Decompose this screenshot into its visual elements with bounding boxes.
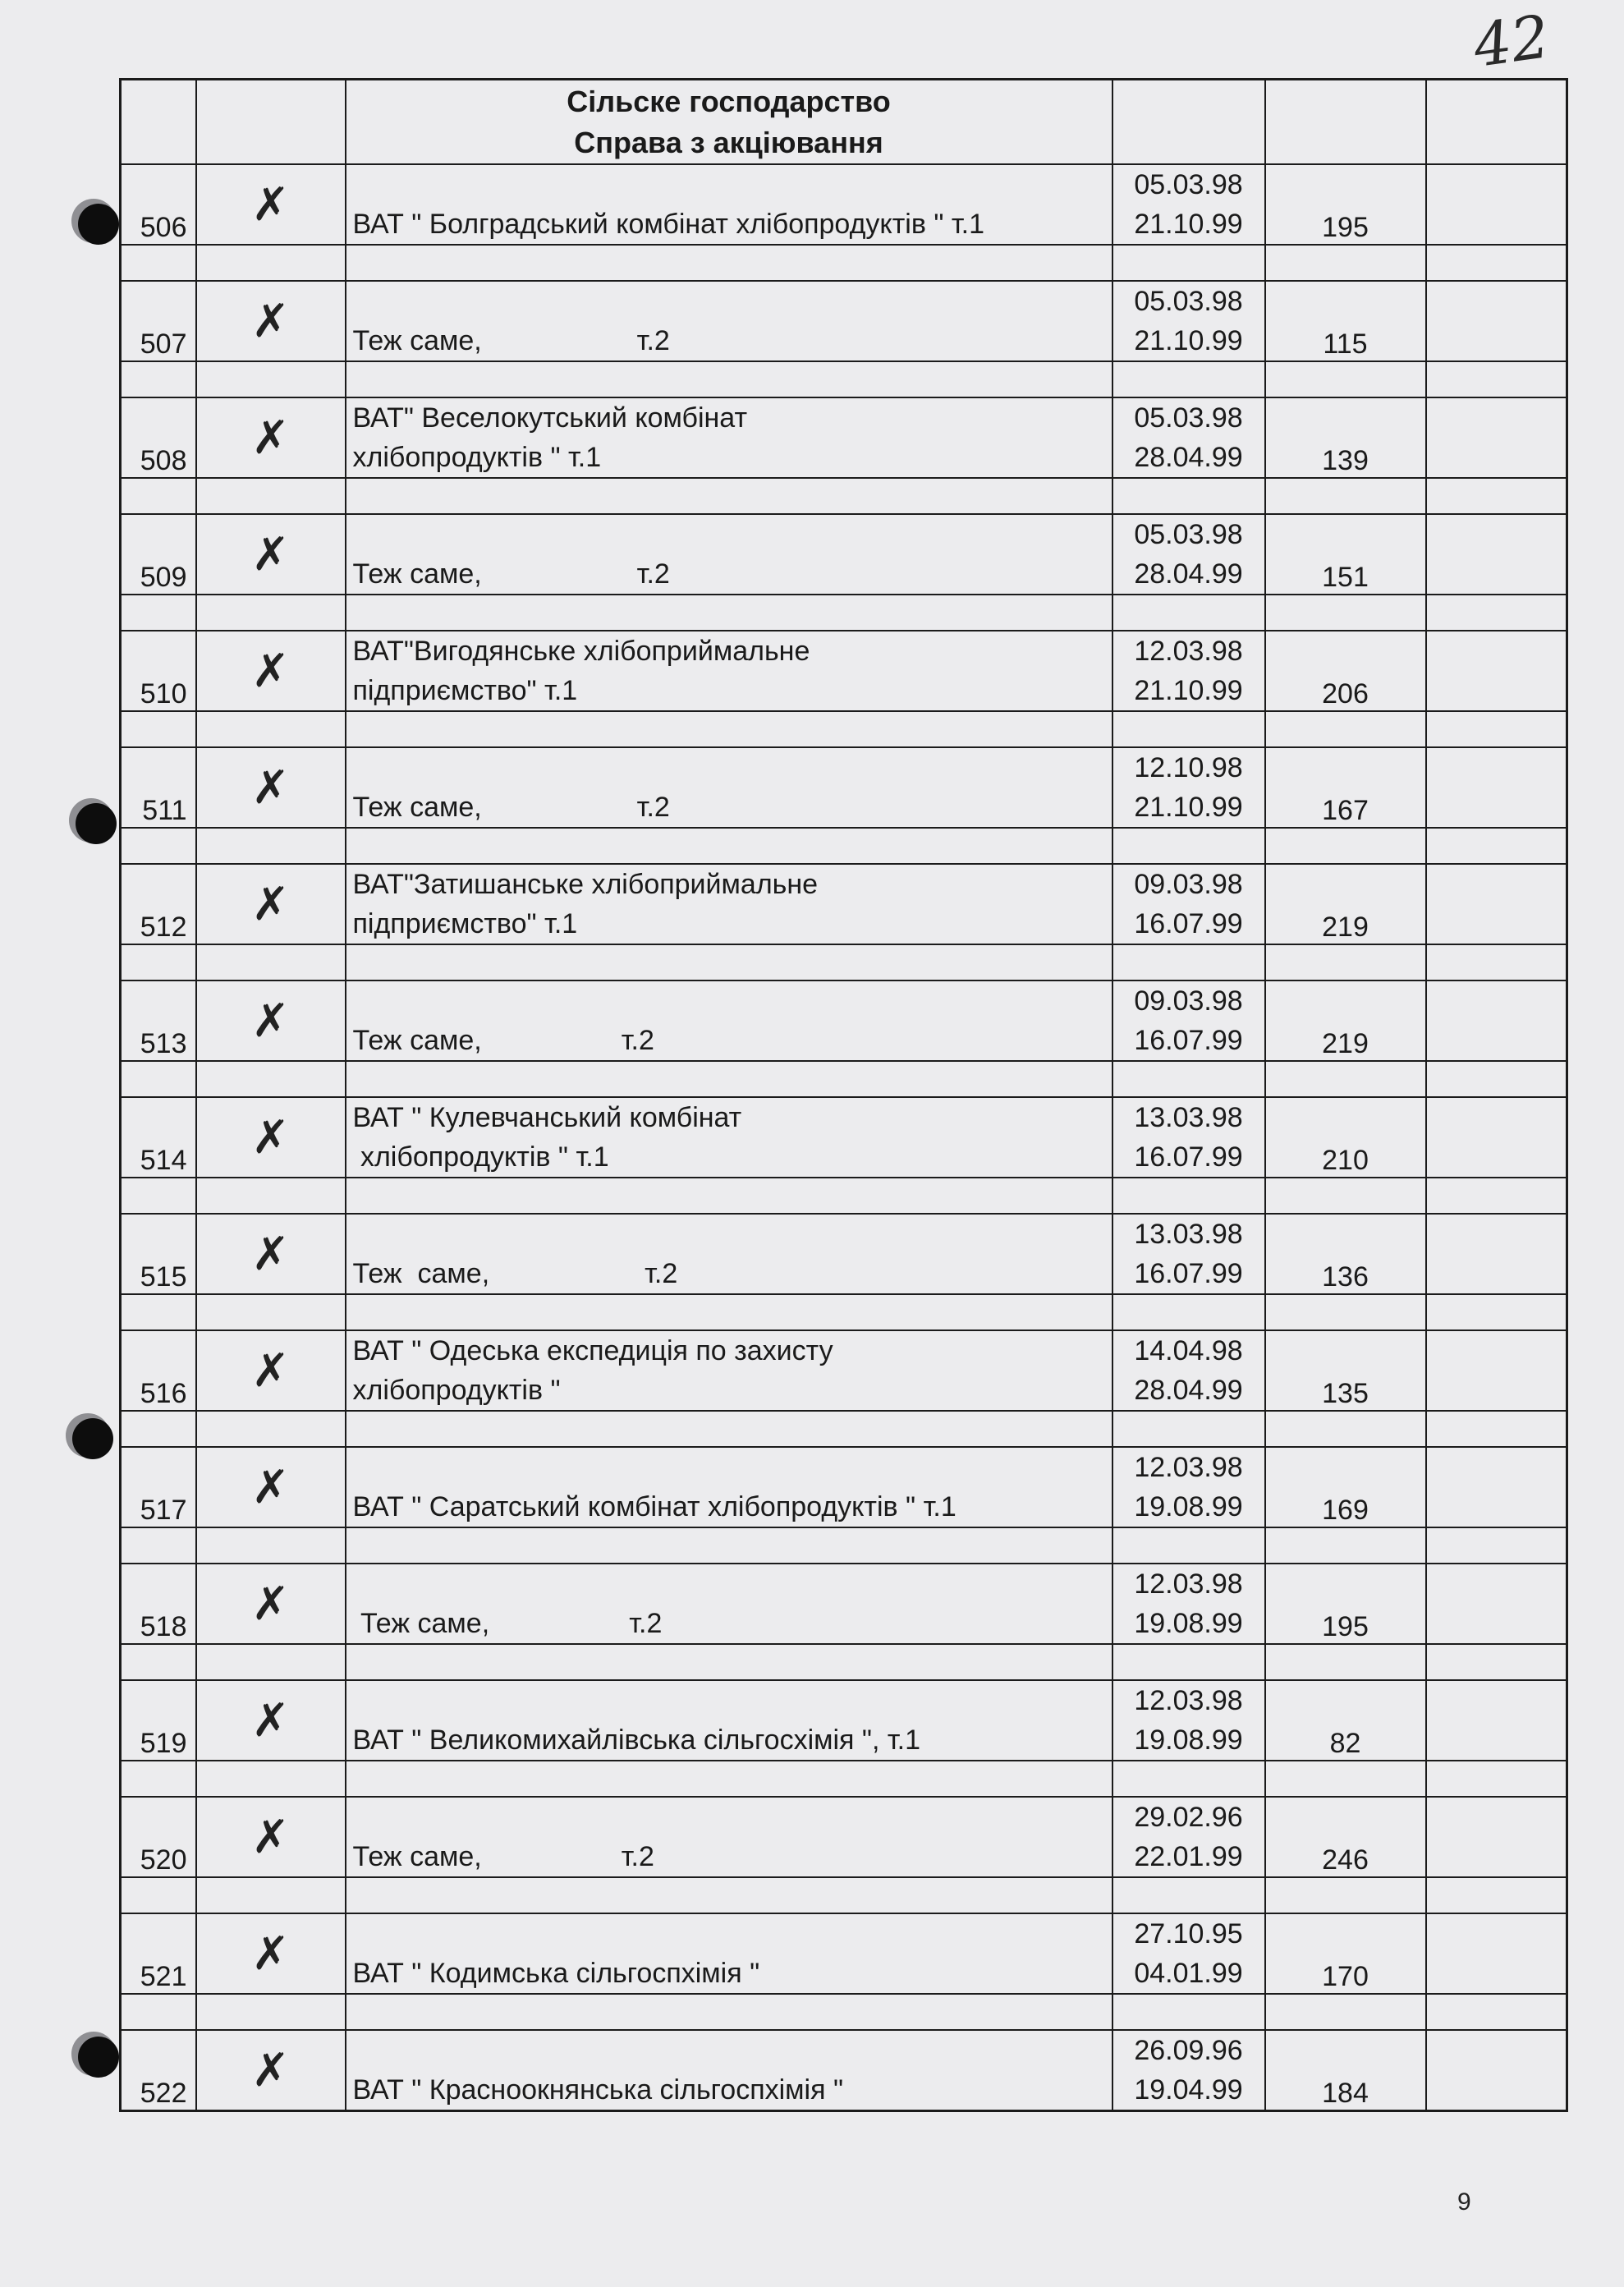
item-title-line1: ВАТ " Кулевчанський комбінат <box>352 1102 742 1133</box>
item-title <box>346 1214 1112 1294</box>
notes-cell <box>1426 747 1567 828</box>
date-start: 26.09.96 <box>1134 2035 1243 2066</box>
check-mark-icon: ✗ <box>196 631 346 711</box>
item-title <box>346 980 1112 1061</box>
check-mark-icon: ✗ <box>196 281 346 361</box>
item-dates <box>1112 2030 1265 2111</box>
date-start: 05.03.98 <box>1134 169 1243 200</box>
date-end: 19.08.99 <box>1134 1608 1243 1639</box>
item-title-line2: хлібопродуктів " <box>352 1375 561 1406</box>
page-count: 167 <box>1265 747 1426 828</box>
check-mark-icon: ✗ <box>196 514 346 595</box>
check-mark-icon: ✗ <box>196 2030 346 2111</box>
spacer-row <box>121 828 1567 864</box>
spacer-row <box>121 1411 1567 1447</box>
notes-cell <box>1426 514 1567 595</box>
item-title <box>346 397 1112 478</box>
notes-cell <box>1426 164 1567 245</box>
item-title <box>346 514 1112 595</box>
table-row <box>121 1913 1567 1994</box>
date-start: 14.04.98 <box>1134 1335 1243 1366</box>
item-dates <box>1112 864 1265 944</box>
date-start: 12.03.98 <box>1134 636 1243 667</box>
date-start: 05.03.98 <box>1134 519 1243 550</box>
date-end: 28.04.99 <box>1134 442 1243 473</box>
date-end: 21.10.99 <box>1134 675 1243 706</box>
page-count: 219 <box>1265 864 1426 944</box>
spacer-row <box>121 1877 1567 1913</box>
item-title-line2: хлібопродуктів " т.1 <box>352 442 602 473</box>
item-title-line1 <box>353 1564 1112 1604</box>
item-title-line2: ВАТ " Красноокнянська сільгоспхімія " <box>352 2074 844 2106</box>
table-row <box>121 980 1567 1061</box>
spacer-row <box>121 1644 1567 1680</box>
page-count: 246 <box>1265 1797 1426 1877</box>
item-number: 508 <box>121 397 196 478</box>
page-count: 169 <box>1265 1447 1426 1527</box>
spacer-row <box>121 595 1567 631</box>
spacer-row <box>121 478 1567 514</box>
page-count: 151 <box>1265 514 1426 595</box>
table-row <box>121 1447 1567 1527</box>
page-count: 206 <box>1265 631 1426 711</box>
check-mark-icon: ✗ <box>196 1797 346 1877</box>
notes-cell <box>1426 281 1567 361</box>
date-start: 12.03.98 <box>1134 1568 1243 1600</box>
item-number: 512 <box>121 864 196 944</box>
punch-hole <box>76 803 117 844</box>
item-title <box>346 747 1112 828</box>
check-mark-icon: ✗ <box>196 164 346 245</box>
item-number: 507 <box>121 281 196 361</box>
item-title <box>346 1680 1112 1761</box>
item-title-line2: Теж саме, т.2 <box>352 1608 663 1639</box>
item-title-line2: ВАТ " Великомихайлівська сільгосхімія ", т.1 <box>352 1724 921 1756</box>
item-title-line2: ВАТ " Саратський комбінат хлібопродуктів " т.1 <box>352 1491 957 1522</box>
item-title <box>346 1564 1112 1644</box>
notes-cell <box>1426 397 1567 478</box>
date-end: 22.01.99 <box>1134 1841 1243 1872</box>
item-title-line2: підприємство" т.1 <box>352 675 578 706</box>
item-number: 516 <box>121 1330 196 1411</box>
item-dates <box>1112 631 1265 711</box>
date-start: 12.10.98 <box>1134 752 1243 783</box>
spacer-row <box>121 1061 1567 1097</box>
date-start: 13.03.98 <box>1134 1102 1243 1133</box>
date-end: 21.10.99 <box>1134 792 1243 823</box>
table-row <box>121 514 1567 595</box>
page-count: 195 <box>1265 164 1426 245</box>
date-end: 16.07.99 <box>1134 1025 1243 1056</box>
page-count: 135 <box>1265 1330 1426 1411</box>
date-end: 04.01.99 <box>1134 1958 1243 1989</box>
item-number: 518 <box>121 1564 196 1644</box>
handwritten-page-mark: 42 <box>1469 2 1554 80</box>
table-row <box>121 1330 1567 1411</box>
item-dates <box>1112 1797 1265 1877</box>
item-title-line2: підприємство" т.1 <box>352 908 578 939</box>
item-title-line1: ВАТ"Затишанське хлібоприймальне <box>352 869 819 900</box>
table-row <box>121 164 1567 245</box>
spacer-row <box>121 1178 1567 1214</box>
item-title-line1 <box>353 515 1112 554</box>
date-start: 13.03.98 <box>1134 1219 1243 1250</box>
item-dates <box>1112 1330 1265 1411</box>
item-title-line1 <box>353 1215 1112 1254</box>
section-title-line2: Справа з акціювання <box>574 125 883 159</box>
table-row <box>121 631 1567 711</box>
notes-cell <box>1426 1680 1567 1761</box>
item-title-line1 <box>353 2031 1112 2070</box>
item-title-line1 <box>353 748 1112 788</box>
page-count: 115 <box>1265 281 1426 361</box>
item-title-line2: ВАТ " Кодимська сільгоспхімія " <box>352 1958 760 1989</box>
item-title-line1 <box>353 1798 1112 1837</box>
punch-hole <box>78 204 119 245</box>
item-title-line2: Теж саме, т.2 <box>352 1258 678 1289</box>
item-number: 521 <box>121 1913 196 1994</box>
item-title <box>346 2030 1112 2111</box>
item-number: 510 <box>121 631 196 711</box>
table-row <box>121 864 1567 944</box>
notes-cell <box>1426 1447 1567 1527</box>
item-number: 511 <box>121 747 196 828</box>
check-mark-icon: ✗ <box>196 864 346 944</box>
table-header-row <box>121 80 1567 165</box>
check-mark-icon: ✗ <box>196 1564 346 1644</box>
item-title-line1: ВАТ" Веселокутський комбінат <box>352 402 748 434</box>
table-row <box>121 747 1567 828</box>
item-dates <box>1112 164 1265 245</box>
item-dates <box>1112 397 1265 478</box>
item-dates <box>1112 747 1265 828</box>
item-title-line1 <box>353 1681 1112 1720</box>
notes-cell <box>1426 864 1567 944</box>
item-title <box>346 164 1112 245</box>
date-start: 27.10.95 <box>1134 1918 1243 1949</box>
spacer-row <box>121 1761 1567 1797</box>
check-mark-icon: ✗ <box>196 980 346 1061</box>
table-row <box>121 1680 1567 1761</box>
page-count: 184 <box>1265 2030 1426 2111</box>
item-title-line1: ВАТ " Одеська експедиція по захисту <box>352 1335 833 1366</box>
date-start: 09.03.98 <box>1134 985 1243 1017</box>
date-end: 19.08.99 <box>1134 1724 1243 1756</box>
date-start: 12.03.98 <box>1134 1452 1243 1483</box>
punch-hole <box>72 1418 113 1459</box>
item-title-line1 <box>353 1914 1112 1954</box>
item-title-line1 <box>353 282 1112 321</box>
item-number: 517 <box>121 1447 196 1527</box>
date-start: 12.03.98 <box>1134 1685 1243 1716</box>
item-dates <box>1112 514 1265 595</box>
check-mark-icon: ✗ <box>196 1214 346 1294</box>
date-start: 05.03.98 <box>1134 286 1243 317</box>
item-dates <box>1112 1680 1265 1761</box>
item-dates <box>1112 1214 1265 1294</box>
item-number: 520 <box>121 1797 196 1877</box>
page-count: 136 <box>1265 1214 1426 1294</box>
check-mark-icon: ✗ <box>196 1680 346 1761</box>
check-mark-icon: ✗ <box>196 397 346 478</box>
item-title <box>346 1097 1112 1178</box>
item-title <box>346 1447 1112 1527</box>
check-mark-icon: ✗ <box>196 1447 346 1527</box>
check-mark-icon: ✗ <box>196 1913 346 1994</box>
spacer-row <box>121 245 1567 281</box>
date-end: 21.10.99 <box>1134 209 1243 240</box>
notes-cell <box>1426 1214 1567 1294</box>
date-end: 28.04.99 <box>1134 1375 1243 1406</box>
inventory-table <box>119 78 1568 2112</box>
notes-cell <box>1426 1330 1567 1411</box>
section-title <box>346 80 1112 165</box>
item-title-line2: Теж саме, т.2 <box>352 1025 654 1056</box>
check-mark-icon: ✗ <box>196 747 346 828</box>
item-dates <box>1112 1447 1265 1527</box>
item-number: 519 <box>121 1680 196 1761</box>
spacer-row <box>121 711 1567 747</box>
item-number: 506 <box>121 164 196 245</box>
item-number: 509 <box>121 514 196 595</box>
item-title-line2: Теж саме, т.2 <box>352 792 670 823</box>
page-count: 219 <box>1265 980 1426 1061</box>
item-title-line1: ВАТ"Вигодянське хлібоприймальне <box>352 636 810 667</box>
spacer-row <box>121 1994 1567 2030</box>
date-end: 28.04.99 <box>1134 558 1243 590</box>
notes-cell <box>1426 2030 1567 2111</box>
item-dates <box>1112 980 1265 1061</box>
item-number: 513 <box>121 980 196 1061</box>
page-count: 170 <box>1265 1913 1426 1994</box>
item-dates <box>1112 1564 1265 1644</box>
check-mark-icon: ✗ <box>196 1097 346 1178</box>
punch-hole <box>78 2037 119 2078</box>
spacer-row <box>121 1527 1567 1564</box>
page-count: 82 <box>1265 1680 1426 1761</box>
item-title <box>346 1913 1112 1994</box>
table-row <box>121 1797 1567 1877</box>
spacer-row <box>121 1294 1567 1330</box>
item-dates <box>1112 1097 1265 1178</box>
table-row <box>121 1564 1567 1644</box>
item-title-line1 <box>353 981 1112 1021</box>
item-title-line2: ВАТ " Болградський комбінат хлібопродуктів " т.1 <box>352 209 984 240</box>
table-row <box>121 2030 1567 2111</box>
date-start: 29.02.96 <box>1134 1802 1243 1833</box>
date-start: 09.03.98 <box>1134 869 1243 900</box>
spacer-row <box>121 944 1567 980</box>
notes-cell <box>1426 1564 1567 1644</box>
table-row <box>121 1097 1567 1178</box>
section-title-line1: Сільске господарство <box>567 84 891 118</box>
table-row <box>121 397 1567 478</box>
date-end: 21.10.99 <box>1134 325 1243 356</box>
notes-cell <box>1426 631 1567 711</box>
table-row <box>121 1214 1567 1294</box>
date-start: 05.03.98 <box>1134 402 1243 434</box>
date-end: 16.07.99 <box>1134 908 1243 939</box>
notes-cell <box>1426 980 1567 1061</box>
item-dates <box>1112 1913 1265 1994</box>
item-title-line1 <box>353 165 1112 204</box>
date-end: 19.04.99 <box>1134 2074 1243 2106</box>
date-end: 16.07.99 <box>1134 1141 1243 1173</box>
date-end: 16.07.99 <box>1134 1258 1243 1289</box>
page-count: 139 <box>1265 397 1426 478</box>
item-title <box>346 1330 1112 1411</box>
item-title <box>346 1797 1112 1877</box>
item-title-line2: Теж саме, т.2 <box>352 325 670 356</box>
notes-cell <box>1426 1913 1567 1994</box>
check-mark-icon: ✗ <box>196 1330 346 1411</box>
notes-cell <box>1426 1797 1567 1877</box>
page-number: 9 <box>1457 2188 1471 2216</box>
item-number: 514 <box>121 1097 196 1178</box>
spacer-row <box>121 361 1567 397</box>
item-title <box>346 631 1112 711</box>
notes-cell <box>1426 1097 1567 1178</box>
page-count: 195 <box>1265 1564 1426 1644</box>
date-end: 19.08.99 <box>1134 1491 1243 1522</box>
table-row <box>121 281 1567 361</box>
item-title <box>346 281 1112 361</box>
page-count: 210 <box>1265 1097 1426 1178</box>
item-title-line1 <box>353 1448 1112 1487</box>
item-title <box>346 864 1112 944</box>
item-dates <box>1112 281 1265 361</box>
item-number: 522 <box>121 2030 196 2111</box>
item-number: 515 <box>121 1214 196 1294</box>
item-title-line2: хлібопродуктів " т.1 <box>352 1141 609 1173</box>
item-title-line2: Теж саме, т.2 <box>352 558 670 590</box>
item-title-line2: Теж саме, т.2 <box>352 1841 654 1872</box>
